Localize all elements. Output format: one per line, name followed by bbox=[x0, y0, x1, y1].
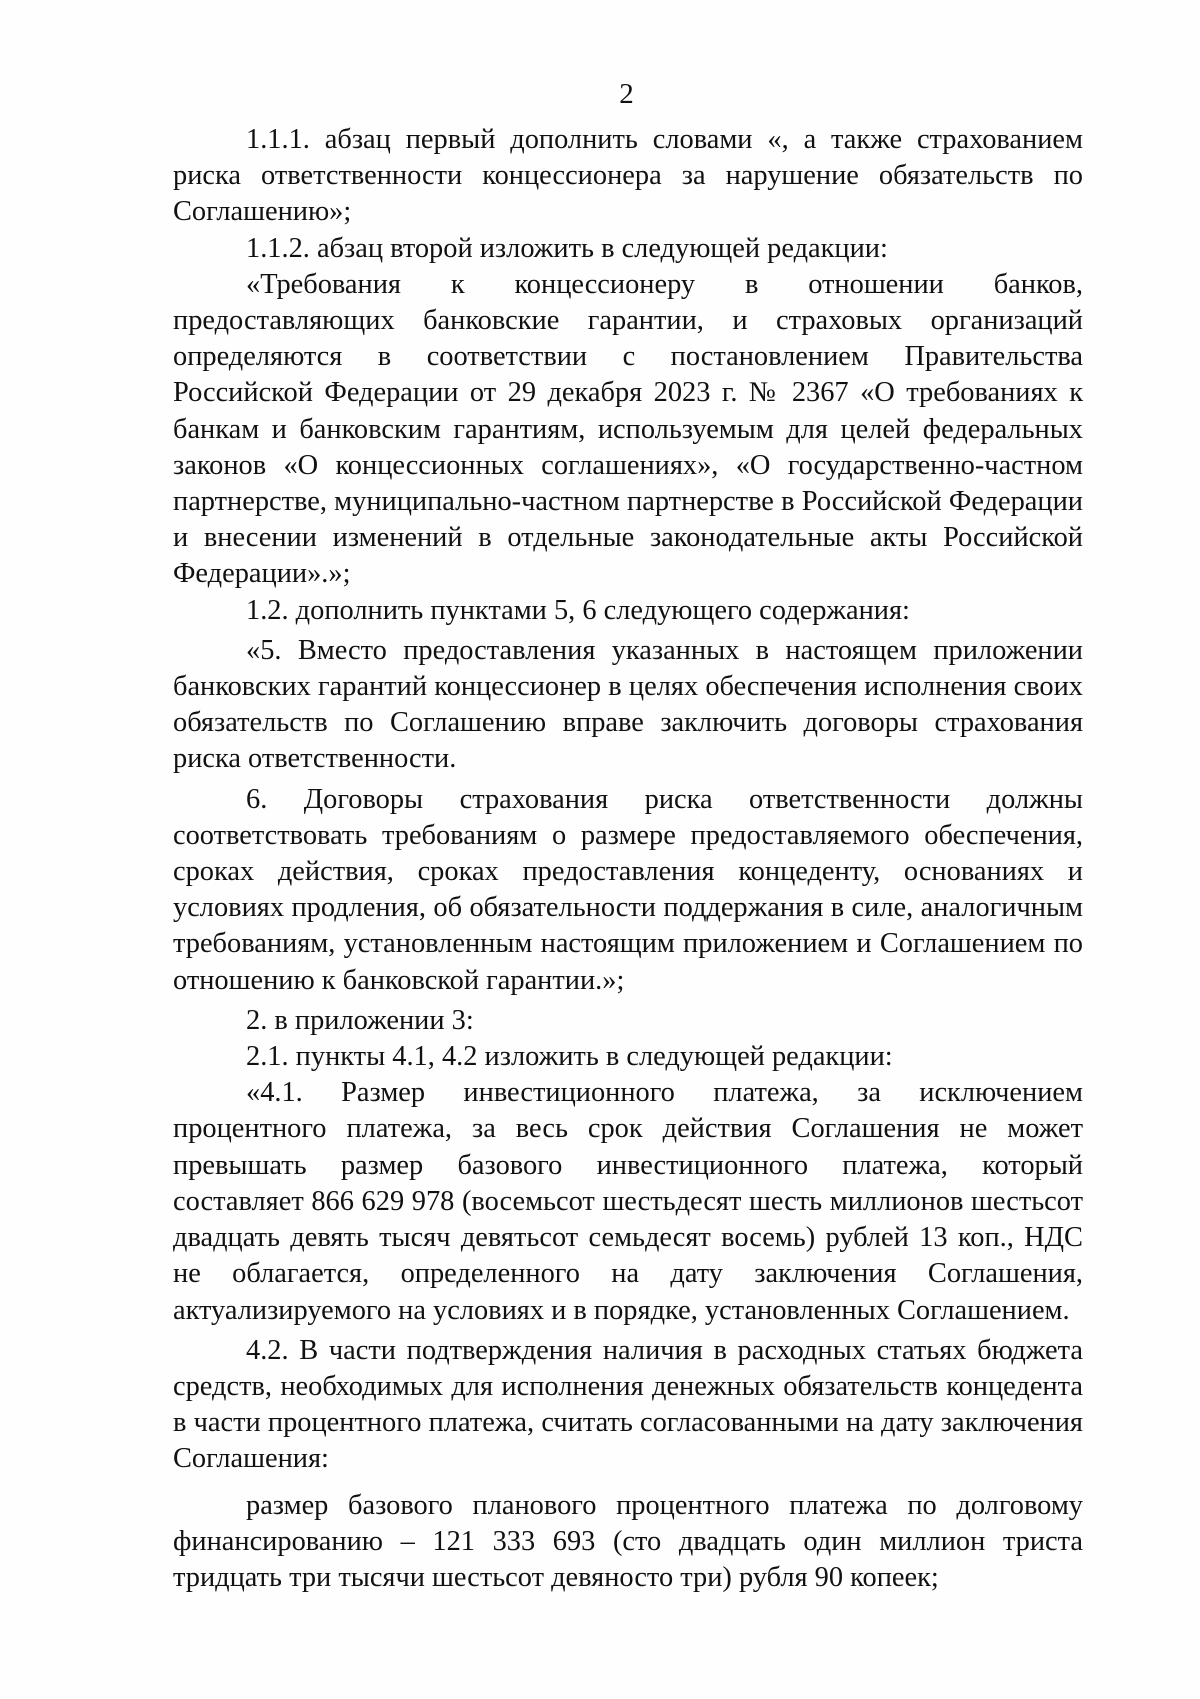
paragraph-1-1-2: 1.1.2. абзац второй изложить в следующей редакции: bbox=[246, 232, 888, 264]
paragraph-4-1: «4.1. Размер инвестиционного платежа, за исключением процентного платежа, за весь срок действия Соглашения не может превышать размер базового инвестиционного платежа, который составляет 866 629 978 (восемьсот шестьдесят шесть миллионов шестьсот двадцать девять тысяч девятьсот семьдесят восемь) рублей 13 коп., НДС не облагается, определенного на дату заключения Соглашения, актуализируемого на условиях и в порядке, установленных Соглашением. bbox=[173, 1077, 1083, 1326]
paragraph-base-payment: размер базового планового процентного платежа по долговому финансированию – 121 333 693 (сто двадцать один миллион триста тридцать три тысячи шестьсот девяносто три) рубля 90 копеек; bbox=[173, 1489, 1083, 1593]
document-body bbox=[173, 122, 1083, 1596]
paragraph-2: 2. в приложении 3: bbox=[246, 1004, 474, 1036]
paragraph-1-2: 1.2. дополнить пунктами 5, 6 следующего содержания: bbox=[246, 594, 910, 626]
paragraph-2-1: 2.1. пункты 4.1, 4.2 изложить в следующей редакции: bbox=[246, 1041, 893, 1073]
paragraph-1-1-1: 1.1.1. абзац первый дополнить словами «, а также страхованием риска ответственности концессионера за нарушение обязательств по Соглашению»; bbox=[173, 124, 1083, 228]
paragraph-6: 6. Договоры страхования риска ответственности должны соответствовать требованиям о размере предоставляемого обеспечения, сроках действия, сроках предоставления концеденту, основаниях и условиях продления, об обязательности поддержания в силе, аналогичным требованиям, установленным настоящим приложением и Соглашением по отношению к банковской гарантии.»; bbox=[173, 783, 1083, 996]
paragraph-requirements: «Требования к концессионеру в отношении банков, предоставляющих банковские гарантии, и страховых организаций определяются в соответствии с постановлением Правительства Российской Федерации от 29 декабря 2023 г. № 2367 «О требованиях к банкам и банковским гарантиям, используемым для целей федеральных законов «О концессионных соглашениях», «О государственно-частном партнерстве, муниципально-частном партнерстве в Российской Федерации и внесении изменений в отдельные законодательные акты Российской Федерации».»; bbox=[173, 268, 1083, 590]
paragraph-5: «5. Вместо предоставления указанных в настоящем приложении банковских гарантий концессионер в целях обеспечения исполнения своих обязательств по Соглашению вправе заключить договоры страхования риска ответственности. bbox=[173, 634, 1083, 775]
paragraph-4-2: 4.2. В части подтверждения наличия в расходных статьях бюджета средств, необходимых для исполнения денежных обязательств концедента в части процентного платежа, считать согласованными на дату заключения Соглашения: bbox=[173, 1334, 1083, 1475]
page-number: 2 bbox=[619, 78, 634, 110]
